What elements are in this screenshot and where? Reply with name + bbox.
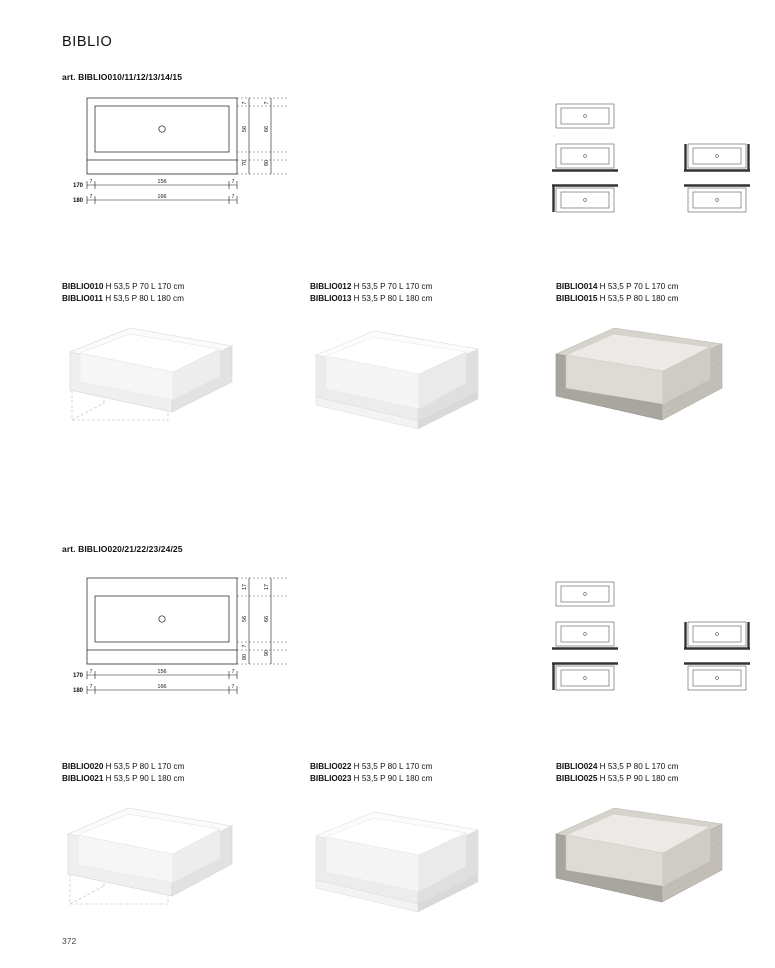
svg-text:170: 170 <box>73 183 84 189</box>
spec-text: H 53,5 P 90 L 180 cm <box>597 774 679 783</box>
spec-text: H 53,5 P 80 L 170 cm <box>103 762 185 771</box>
svg-text:7: 7 <box>231 669 235 675</box>
svg-text:80: 80 <box>242 653 248 661</box>
spec-text: H 53,5 P 80 L 170 cm <box>351 762 433 771</box>
spec-code: BIBLIO011 <box>62 294 103 303</box>
spec-block-biblio024 <box>556 761 678 785</box>
svg-text:7: 7 <box>242 644 248 648</box>
product-photo-biblio012 <box>308 325 488 435</box>
spec-text: H 53,5 P 70 L 170 cm <box>597 282 679 291</box>
spec-code: BIBLIO013 <box>310 294 352 303</box>
svg-text:7: 7 <box>242 101 248 105</box>
svg-text:180: 180 <box>73 198 84 204</box>
art-code-section-1: art. BIBLIO010/11/12/13/14/15 <box>62 72 183 82</box>
spec-text: H 53,5 P 70 L 170 cm <box>103 282 185 291</box>
svg-text:7: 7 <box>89 179 93 185</box>
spec-code: BIBLIO010 <box>62 282 104 291</box>
product-photo-biblio014 <box>550 322 735 434</box>
spec-block-biblio022 <box>310 761 432 785</box>
spec-text: H 53,5 P 80 L 180 cm <box>102 294 184 303</box>
spec-block-biblio012 <box>310 281 432 305</box>
svg-text:170: 170 <box>73 673 84 679</box>
spec-block-biblio010 <box>62 281 184 305</box>
spec-text: H 53,5 P 80 L 180 cm <box>597 294 679 303</box>
product-photo-biblio022 <box>308 806 488 918</box>
spec-code: BIBLIO015 <box>556 294 598 303</box>
spec-code: BIBLIO025 <box>556 774 598 783</box>
svg-text:56: 56 <box>242 125 248 133</box>
spec-text: H 53,5 P 80 L 180 cm <box>351 294 433 303</box>
svg-text:7: 7 <box>231 194 235 200</box>
svg-text:7: 7 <box>231 684 235 690</box>
spec-code: BIBLIO022 <box>310 762 352 771</box>
svg-text:17: 17 <box>242 584 248 590</box>
svg-text:80: 80 <box>264 159 270 167</box>
svg-text:90: 90 <box>264 649 270 657</box>
svg-text:180: 180 <box>73 688 84 694</box>
svg-text:166: 166 <box>157 194 167 200</box>
product-photo-biblio010 <box>60 320 240 435</box>
variant-thumbnails-2 <box>548 578 758 703</box>
product-photo-biblio024 <box>550 802 735 917</box>
svg-text:66: 66 <box>264 615 270 623</box>
svg-text:56: 56 <box>242 615 248 623</box>
svg-text:166: 166 <box>157 684 167 690</box>
spec-code: BIBLIO023 <box>310 774 352 783</box>
page-title: BIBLIO <box>62 34 113 50</box>
svg-text:7: 7 <box>89 194 93 200</box>
spec-block-biblio020 <box>62 761 184 785</box>
svg-text:156: 156 <box>157 179 167 185</box>
spec-text: H 53,5 P 90 L 180 cm <box>351 774 433 783</box>
spec-text: H 53,5 P 70 L 170 cm <box>351 282 433 291</box>
page-number: 372 <box>62 936 77 946</box>
svg-text:7: 7 <box>89 684 93 690</box>
spec-text: H 53,5 P 80 L 170 cm <box>597 762 679 771</box>
spec-code: BIBLIO020 <box>62 762 104 771</box>
spec-text: H 53,5 P 90 L 180 cm <box>103 774 185 783</box>
svg-text:7: 7 <box>89 669 93 675</box>
spec-code: BIBLIO014 <box>556 282 598 291</box>
product-photo-biblio020 <box>58 800 243 918</box>
technical-drawing-1 <box>55 88 295 218</box>
spec-code: BIBLIO012 <box>310 282 352 291</box>
spec-code: BIBLIO024 <box>556 762 598 771</box>
svg-text:7: 7 <box>264 101 270 105</box>
svg-text:17: 17 <box>264 584 270 590</box>
svg-text:66: 66 <box>264 125 270 133</box>
spec-block-biblio014 <box>556 281 678 305</box>
svg-text:156: 156 <box>157 669 167 675</box>
art-code-section-2: art. BIBLIO020/21/22/23/24/25 <box>62 544 183 554</box>
variant-thumbnails-1 <box>548 100 758 225</box>
svg-text:70: 70 <box>242 159 248 167</box>
technical-drawing-2 <box>55 568 295 706</box>
svg-text:7: 7 <box>231 179 235 185</box>
spec-code: BIBLIO021 <box>62 774 104 783</box>
